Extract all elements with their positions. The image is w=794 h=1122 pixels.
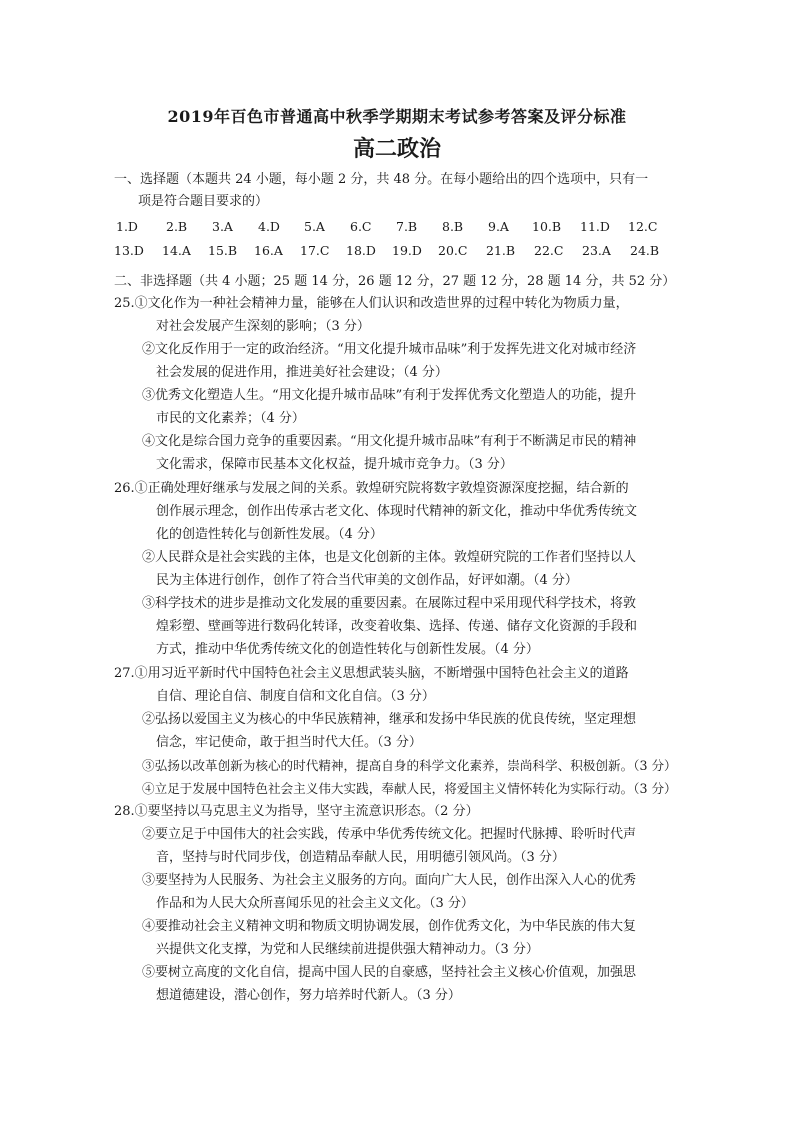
answer-line: ⑤要树立高度的文化自信，提高中国人民的自豪感，坚持社会主义核心价值观，加强思 <box>142 965 637 980</box>
mc-answer: 3.A <box>212 219 233 234</box>
answer-line: 市民的文化素养；（4 分） <box>156 411 305 426</box>
mc-answer: 21.B <box>486 243 516 258</box>
answer-line: 27.①用习近平新时代中国特色社会主义思想武装头脑，不断增强中国特色社会主义的道路 <box>114 666 629 681</box>
answer-line: 煌彩塑、壁画等进行数码化转译，改变着收集、选择、传递、储存文化资源的手段和 <box>156 619 638 634</box>
mc-answer: 11.D <box>580 219 610 234</box>
section1-heading: 一、选择题（本题共 24 小题，每小题 2 分，共 48 分。在每小题给出的四个选项中，只有一 <box>114 172 649 187</box>
mc-answer: 14.A <box>162 243 191 258</box>
answer-line: 信念，牢记使命，敢于担当时代大任。（3 分） <box>156 735 422 750</box>
answer-line: 自信、理论自信、制度自信和文化自信。（3 分） <box>156 689 435 704</box>
answer-line: 音，坚持与时代同步伐，创造精品奉献人民，用明德引领风尚。（3 分） <box>156 850 565 865</box>
mc-answer: 19.D <box>392 243 422 258</box>
mc-answer: 23.A <box>582 243 611 258</box>
answer-line: 作品和为人民大众所喜闻乐见的社会主义文化。（3 分） <box>156 896 474 911</box>
document-subtitle: 高二政治 <box>352 136 441 162</box>
answer-line: ②文化反作用于一定的政治经济。“用文化提升城市品味”利于发挥先进文化对城市经济 <box>142 342 637 357</box>
answer-line: 兴提供文化支撑，为党和人民继续前进提供强大精神动力。（3 分） <box>156 942 539 957</box>
answer-line: 化的创造性转化与创新性发展。（4 分） <box>156 527 383 542</box>
answer-line: 方式，推动中华优秀传统文化的创造性转化与创新性发展。（4 分） <box>156 642 539 657</box>
answer-line: 创作展示理念，创作出传承古老文化、体现时代精神的新文化，推动中华优秀传统文 <box>156 504 638 519</box>
answer-line: ③弘扬以改革创新为核心的时代精神，提高自身的科学文化素养，崇尚科学、积极创新。（3 分） <box>142 758 677 773</box>
answer-line: 28.①要坚持以马克思主义为指导，坚守主流意识形态。（2 分） <box>114 804 479 819</box>
mc-answer: 2.B <box>166 219 188 234</box>
answer-line: 对社会发展产生深刻的影响；（3 分） <box>156 319 370 334</box>
answer-line: ④立足于发展中国特色社会主义伟大实践，奉献人民，将爱国主义情怀转化为实际行动。（3 分） <box>142 781 677 796</box>
mc-answer: 17.C <box>300 243 330 258</box>
answer-line: ④要推动社会主义精神文明和物质文明协调发展，创作优秀文化，为中华民族的伟大复 <box>142 919 637 934</box>
mc-answer: 12.C <box>628 219 658 234</box>
answer-line: 25.①文化作为一种社会精神力量，能够在人们认识和改造世界的过程中转化为物质力量， <box>114 296 629 311</box>
mc-answer: 6.C <box>350 219 372 234</box>
answer-line: 民为主体进行创作，创作了符合当代审美的文创作品，好评如潮。（4 分） <box>156 573 578 588</box>
mc-answer: 13.D <box>114 243 144 258</box>
answer-line: 社会发展的促进作用，推进美好社会建设；（4 分） <box>156 365 448 380</box>
answer-line: 想道德建设，潜心创作，努力培养时代新人。（3 分） <box>156 988 461 1003</box>
mc-answer: 10.B <box>532 219 562 234</box>
mc-answer: 16.A <box>254 243 283 258</box>
mc-answer: 1.D <box>116 219 138 234</box>
answer-line: ②弘扬以爱国主义为核心的中华民族精神，继承和发扬中华民族的优良传统，坚定理想 <box>142 712 637 727</box>
mc-answer: 9.A <box>488 219 509 234</box>
mc-answer: 4.D <box>258 219 280 234</box>
answer-line: ④文化是综合国力竞争的重要因素。“用文化提升城市品味”有利于不断满足市民的精神 <box>142 434 637 449</box>
mc-answer: 5.A <box>304 219 325 234</box>
answer-line: ③科学技术的进步是推动文化发展的重要因素。在展陈过程中采用现代科学技术，将敦 <box>142 596 637 611</box>
mc-answer: 18.D <box>346 243 376 258</box>
document-title: 2019年百色市普通高中秋季学期期末考试参考答案及评分标准 <box>167 107 627 126</box>
mc-answer: 7.B <box>396 219 418 234</box>
mc-answer: 20.C <box>438 243 468 258</box>
answer-line: 文化需求，保障市民基本文化权益，提升城市竞争力。（3 分） <box>156 457 513 472</box>
mc-answer: 22.C <box>534 243 564 258</box>
section1-heading-cont: 项是符合题目要求的） <box>138 194 269 209</box>
answer-line: ③要坚持为人民服务、为社会主义服务的方向。面向广大人民，创作出深入人心的优秀 <box>142 873 637 888</box>
mc-answer: 15.B <box>208 243 238 258</box>
answer-line: ②要立足于中国伟大的社会实践，传承中华优秀传统文化。把握时代脉搏、聆听时代声 <box>142 827 637 842</box>
answer-line: ③优秀文化塑造人生。“用文化提升城市品味”有利于发挥优秀文化塑造人的功能，提升 <box>142 388 637 403</box>
mc-answer: 24.B <box>630 243 660 258</box>
mc-answer: 8.B <box>442 219 464 234</box>
section2-heading: 二、非选择题（共 4 小题；25 题 14 分，26 题 12 分，27 题 12 分，28 题 14 分，共 52 分） <box>114 274 676 289</box>
answer-line: ②人民群众是社会实践的主体，也是文化创新的主体。敦煌研究院的工作者们坚持以人 <box>142 550 637 565</box>
answer-line: 26.①正确处理好继承与发展之间的关系。敦煌研究院将数字敦煌资源深度挖掘，结合新的 <box>114 481 629 496</box>
